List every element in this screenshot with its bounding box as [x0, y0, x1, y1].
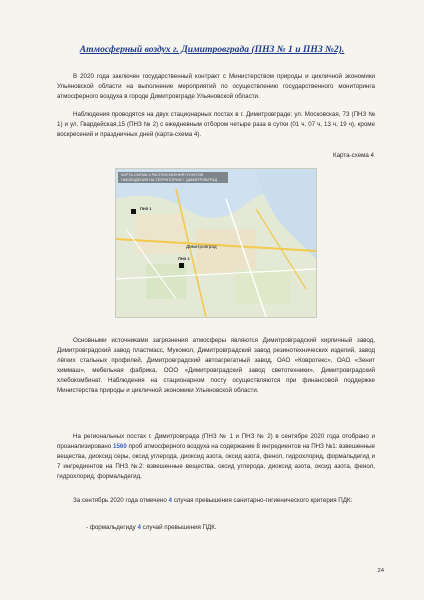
paragraph-observations: Наблюдения проводятся на двух стационарных постах в г. Димитровграде: ул. Московская, 73 (ПНЗ № 1) и ул. Гвардейская,15 (ПНЗ № 2) с ежедневным отбором четыре раза в сутки (01 ч, 07 ч, 13 ч, 19 ч), кроме воскресений и праздничных дней (карта-схема 4). — [57, 111, 375, 138]
formaldehyde-count: 4 — [137, 524, 141, 531]
map-caption: КАРТА-СХЕМА 4 РАСПОЛОЖЕНИЯ ПУНКТОВ НАБЛЮДЕНИЯ НА ТЕРРИТОРИИ Г. ДИМИТРОВГРАД — [118, 172, 228, 183]
samples-count: 1560 — [113, 443, 127, 450]
section-title: Атмосферный воздух г. Димитровграда (ПНЗ № 1 и ПНЗ №2). — [79, 44, 345, 55]
page-number: 24 — [377, 568, 384, 574]
paragraph-samples: На региональных постах г. Димитровграда (ПНЗ № 1 и ПНЗ № 2) в сентябре 2020 года отобрано и проанализировано 1560 проб атмосферного воздуха на содержание 8 ингредиентов на ПНЗ №1: взвешенные вещества, диоксид серы, оксид углерода, диоксид азота, оксид азота, фенол, гидрохлорид, формальдегид и 7 ингредиентов на ПНЗ №2: взвешенные вещества, оксид углерода, диоксид азота, оксид азота, фенол, гидрохлорид, формальдегид. — [57, 433, 375, 480]
map-city-label: Димитровград — [186, 244, 217, 249]
map-scheme-image — [115, 168, 317, 318]
paragraph-pollution-sources: Основными источниками загрязнения атмосферы являются Димитровградский кирпичный завод, Димитровградский завод пластмасс, Мукомол, Димитровградский завод резинотехнических изделий, завод лёгких стальных профилей, Димитровградский автоагрегатный завод, ОАО «Ковротекс», ОАО «Зенит химмаш», мебельная фабрика, ООО «Димитровградский завод светотехники», Димитровградский хлебокомбинат. Наблюдения на стационарном посту осуществляются при финансовой поддержке Министерства природы и цикличной экономики Ульяновской области. — [57, 337, 375, 394]
paragraph-exceedances: За сентябрь 2020 года отмечено 4 случая превышения санитарно-гигиенического критерия ПДК: — [73, 497, 353, 504]
exceedances-count: 4 — [168, 497, 172, 504]
list-item-formaldehyde: - формальдегиду 4 случай превышения ПДК. — [86, 524, 217, 531]
map-reference: Карта-схема 4 — [332, 152, 374, 159]
map-graphic — [116, 169, 316, 317]
paragraph-contract: В 2020 года заключен государственный контракт с Министерством природы и цикличной экономики Ульяновской области на выполнение мероприятий по осуществлению государственного мониторинга атмосферного воздуха в городе Димитровграде Ульяновской области. — [57, 73, 375, 100]
map-pin-label-1: ПНЗ 1 — [140, 206, 152, 211]
map-pin-label-2: ПНЗ 2 — [178, 256, 190, 261]
